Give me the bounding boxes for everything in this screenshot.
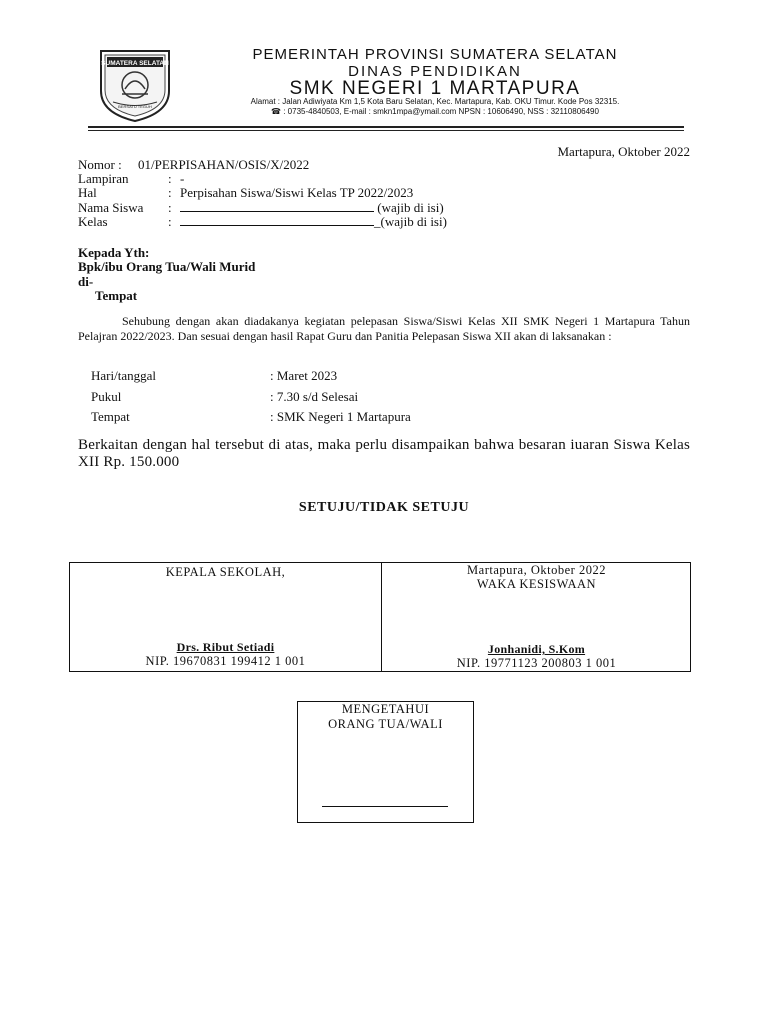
hal-label: Hal — [78, 185, 97, 200]
detail-row — [0, 409, 768, 425]
parent-signature-line[interactable] — [322, 806, 448, 807]
emblem-top-text: SUMATERA SELATAN — [101, 60, 169, 67]
detail-value: : 7.30 s/d Selesai — [270, 389, 359, 404]
recipient-di: di- — [78, 274, 94, 289]
headmaster-name-wrap — [70, 640, 381, 655]
detail-row — [0, 368, 768, 384]
parent-box-line1: MENGETAHUI — [341, 702, 430, 716]
parent-signature-box — [297, 701, 474, 823]
letter-date: Martapura, Oktober 2022 — [557, 144, 690, 159]
parent-box-line2: ORANG TUA/WALI — [328, 717, 443, 731]
agreement-heading: SETUJU/TIDAK SETUJU — [298, 500, 470, 515]
signature-table — [69, 562, 691, 672]
kelas-note: _(wajib di isi) — [374, 214, 447, 229]
headmaster-title: KEPALA SEKOLAH, — [165, 565, 286, 579]
letterhead-rule-thin — [88, 130, 684, 131]
kelas-colon: : — [168, 214, 172, 229]
detail-label: Hari/tanggal — [91, 368, 156, 383]
nama-siswa-colon: : — [168, 200, 172, 215]
hal-colon: : — [168, 185, 172, 200]
school-emblem — [95, 47, 175, 123]
headmaster-nip: NIP. 19670831 199412 1 001 — [145, 654, 306, 668]
meta-kelas — [78, 214, 498, 229]
student-affairs-name: Jonhanidi, S.Kom — [487, 642, 586, 656]
kelas-field[interactable] — [180, 214, 447, 229]
recipient-place: Tempat — [95, 288, 138, 303]
headmaster-name: Drs. Ribut Setiadi — [176, 640, 275, 654]
nama-siswa-field[interactable] — [180, 200, 444, 215]
detail-value: : SMK Negeri 1 Martapura — [270, 409, 411, 424]
letterhead-rule-thick — [88, 126, 684, 128]
emblem-bottom-text: BERSATU TEGUH — [118, 104, 152, 109]
kelas-label: Kelas — [78, 214, 108, 229]
student-affairs-date: Martapura, Oktober 2022 — [467, 563, 606, 577]
detail-row — [0, 389, 768, 405]
intro-paragraph: Sehubung dengan akan diadakanya kegiatan pelepasan Siswa/Siswi Kelas XII SMK Negeri 1 Martapura Tahun Pelajran 2022/2023. Dan sesuai dengan hasil Rapat Guru dan Panitia Pelepasan Siswa XII akan di laksanakan : — [78, 314, 690, 343]
meta-nama-siswa — [78, 200, 498, 215]
lampiran-value: - — [180, 171, 185, 186]
student-affairs-title: WAKA KESISWAAN — [476, 577, 597, 591]
detail-label: Tempat — [91, 409, 130, 424]
nama-siswa-note: (wajib di isi) — [374, 200, 444, 215]
letterhead-school-name: SMK NEGERI 1 MARTAPURA — [289, 78, 581, 99]
fee-paragraph: Berkaitan dengan hal tersebut di atas, maka perlu disampaikan bahwa besaran iuaran Siswa Kelas XII Rp. 150.000 — [78, 437, 690, 470]
student-affairs-nip: NIP. 19771123 200803 1 001 — [456, 656, 617, 670]
meta-nomor — [78, 157, 478, 172]
nomor-label: Nomor : — [78, 157, 122, 172]
letterhead-contact: ☎ : 0735-4840503, E-mail : smkn1mpa@ymail.com NPSN : 10606490, NSS : 32110806490 — [271, 107, 599, 116]
letterhead-address: Alamat : Jalan Adiwiyata Km 1,5 Kota Baru Selatan, Kec. Martapura, Kab. OKU Timur. Kode Pos 32315. — [250, 97, 620, 106]
lampiran-label: Lampiran — [78, 171, 129, 186]
detail-label: Pukul — [91, 389, 122, 404]
kelas-blank[interactable] — [180, 214, 374, 226]
nama-siswa-blank[interactable] — [180, 200, 374, 212]
meta-hal — [78, 185, 498, 200]
student-affairs-name-wrap — [381, 642, 692, 657]
letterhead-department: DINAS PENDIDIKAN — [348, 63, 522, 80]
detail-value: : Maret 2023 — [270, 368, 338, 383]
nama-siswa-label: Nama Siswa — [78, 200, 144, 215]
nomor-value: 01/PERPISAHAN/OSIS/X/2022 — [138, 157, 310, 172]
recipient-name: Bpk/ibu Orang Tua/Wali Murid — [78, 259, 256, 274]
hal-value: Perpisahan Siswa/Siswi Kelas TP 2022/2023 — [180, 185, 414, 200]
recipient-greeting: Kepada Yth: — [78, 245, 150, 260]
lampiran-colon: : — [168, 171, 172, 186]
letterhead-government: PEMERINTAH PROVINSI SUMATERA SELATAN — [252, 46, 618, 63]
meta-lampiran — [78, 171, 478, 186]
